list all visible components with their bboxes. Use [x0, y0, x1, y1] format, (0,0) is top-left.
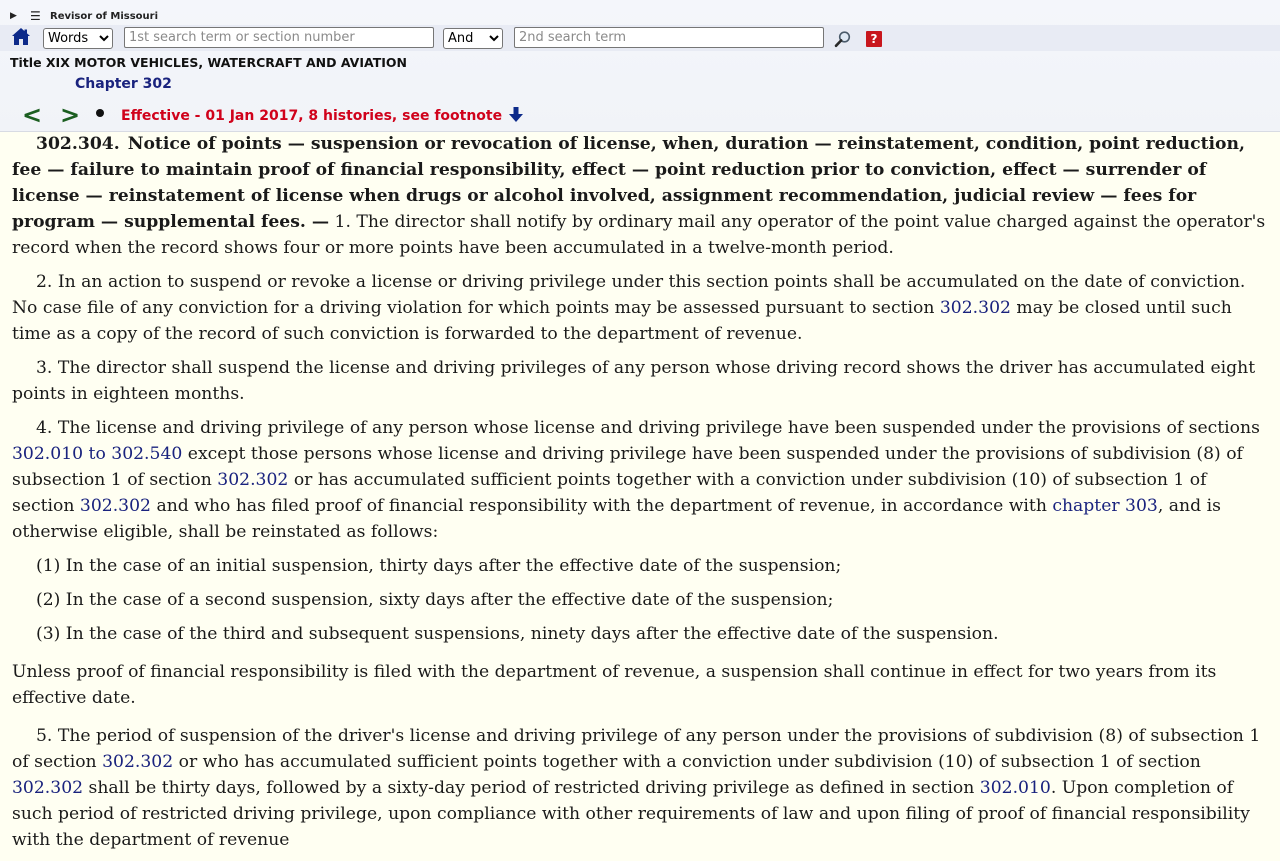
section-paragraph-1 [12, 131, 1270, 261]
subdivision-2: (2) In the case of a second suspension, sixty days after the effective date of the suspension; [36, 590, 834, 610]
section-heading: Notice of points — suspension or revocation of license, when, duration — reinstatement, condition, point reduction, fee — failure to maintain proof of financial responsibility, effect — point reduction prior to conviction, effect — surrender of license — reinstatement of license when drugs or alcohol involved, assignment recommendation, judicial review — fees for program — supplemental fees. — [12, 134, 1245, 232]
search-term-2-input[interactable] [514, 27, 824, 48]
section-paragraph-5 [12, 723, 1270, 853]
effective-date-link[interactable]: Effective - 01 Jan 2017, 8 histories, see footnote [121, 108, 503, 124]
section-link[interactable]: 302.302 [79, 496, 151, 516]
chapter-link[interactable]: Chapter 302 [75, 76, 172, 92]
paragraph-text: 1. The director shall notify by ordinary mail any operator of the point value charged against the operator's record when the record shows four or more points have been accumulated in a twelve-month period. [12, 212, 1266, 258]
paragraph-text: , and is otherwise eligible, shall be reinstated as follows: [12, 496, 1221, 542]
arrow-down-icon[interactable] [508, 107, 524, 123]
header [0, 0, 1280, 132]
paragraph-text: except those persons whose license and driving privilege have been suspended under the provisions of subdivision (8) of subsection 1 of section [12, 444, 1243, 490]
previous-section-button[interactable]: < [22, 101, 43, 129]
bullet-icon [96, 109, 104, 117]
section-link[interactable]: 302.302 [217, 470, 289, 490]
section-link[interactable]: 302.302 [939, 298, 1011, 318]
section-paragraph-3: 3. The director shall suspend the license and driving privileges of any person whose driving record shows the driver has accumulated eight points in eighteen months. [12, 358, 1256, 404]
expand-triangle-icon[interactable]: ▶ [10, 11, 17, 21]
section-nav [22, 103, 542, 129]
section-link[interactable]: 302.302 [12, 778, 84, 798]
help-button[interactable]: ? [866, 31, 882, 47]
section-paragraph-4 [12, 415, 1270, 545]
search-bar [0, 25, 1280, 51]
top-bar [10, 8, 158, 24]
paragraph-text: 2. In an action to suspend or revoke a license or driving privilege under this section points shall be accumulated on the date of conviction. No case file of any conviction for a driving violation for which points may be assessed pursuant to section [12, 272, 1246, 318]
paragraph-text: or who has accumulated sufficient points together with a conviction under subdivision (10) of subsection 1 of section [173, 752, 1201, 772]
site-title[interactable]: Revisor of Missouri [50, 10, 158, 22]
chapter-ref-link[interactable]: chapter 303 [1052, 496, 1158, 516]
paragraph-text: 4. The license and driving privilege of any person whose license and driving privilege have been suspended under the provisions of sections [36, 418, 1260, 438]
title-heading: Title XIX MOTOR VEHICLES, WATERCRAFT AND AVIATION [10, 55, 407, 70]
menu-icon[interactable]: ☰ [30, 9, 41, 23]
section-number: 302.304. [36, 134, 120, 154]
section-paragraph-2 [12, 269, 1270, 347]
search-term-1-input[interactable] [124, 27, 434, 48]
search-mode-select[interactable] [43, 28, 113, 49]
paragraph-text: and who has filed proof of financial responsibility with the department of revenue, in accordance with [150, 496, 1053, 516]
paragraph-text: 5. The period of suspension of the driver's license and driving privilege of any person under the provisions of subdivision (8) of subsection 1 of section [12, 726, 1261, 772]
section-link[interactable]: 302.010 to 302.540 [12, 444, 183, 464]
paragraph-text: . Upon completion of such period of restricted driving privilege, upon compliance with other requirements of law and upon filing of proof of financial responsibility with the department of revenue [12, 778, 1250, 850]
subdivision-3: (3) In the case of the third and subsequent suspensions, ninety days after the effective date of the suspension. [36, 624, 999, 644]
search-icon[interactable] [834, 30, 852, 48]
next-section-button[interactable]: > [60, 101, 81, 129]
paragraph-text: may be closed until such time as a copy of the record of such conviction is forwarded to the department of revenue. [12, 298, 1232, 344]
section-link[interactable]: 302.302 [102, 752, 174, 772]
search-operator-select[interactable] [443, 28, 503, 49]
subdivision-1: (1) In the case of an initial suspension, thirty days after the effective date of the suspension; [36, 556, 842, 576]
paragraph-text: or has accumulated sufficient points together with a conviction under subdivision (10) of subsection 1 of section [12, 470, 1207, 516]
section-content [12, 131, 1270, 861]
unless-paragraph: Unless proof of financial responsibility is filed with the department of revenue, a suspension shall continue in effect for two years from its effective date. [12, 662, 1217, 708]
paragraph-text: shall be thirty days, followed by a sixty-day period of restricted driving privilege as defined in section [83, 778, 980, 798]
home-icon[interactable] [11, 27, 31, 47]
section-link[interactable]: 302.010 [979, 778, 1051, 798]
